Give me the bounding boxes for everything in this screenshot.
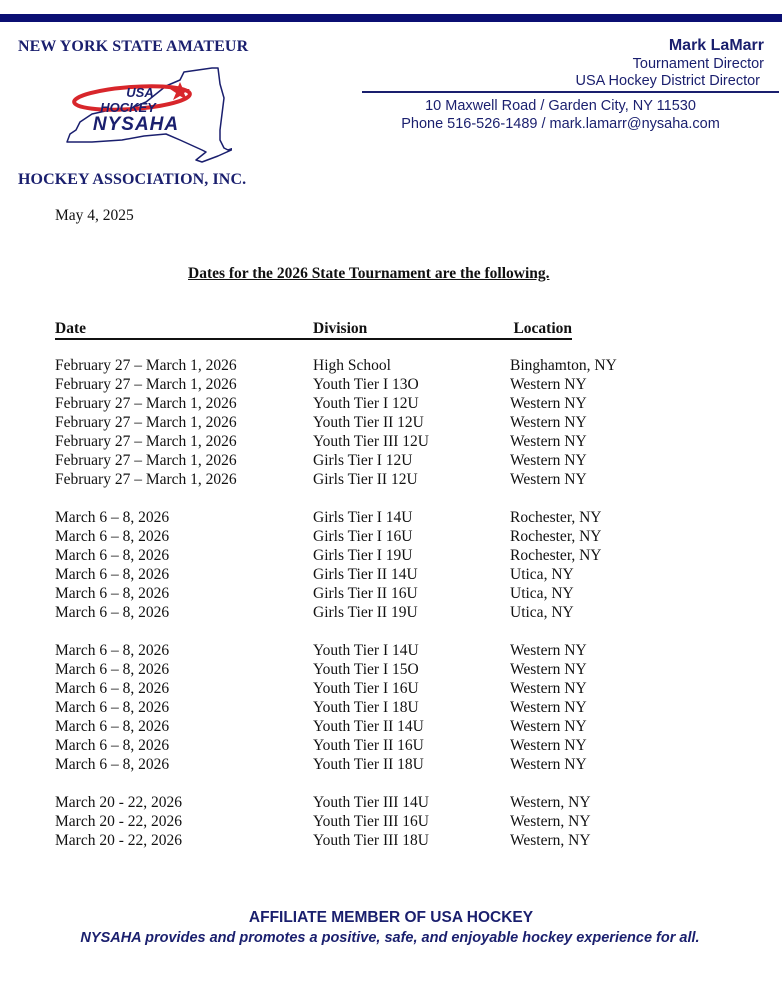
cell-division: Youth Tier II 16U [313,737,424,754]
cell-date: March 6 – 8, 2026 [55,566,170,583]
cell-location: Western NY [510,433,587,450]
contact-name: Mark LaMarr [668,37,764,54]
table-row [55,794,655,813]
cell-division: Youth Tier I 14U [313,642,419,659]
contact-divider [362,91,779,93]
table-row [55,452,655,471]
cell-division: Youth Tier II 14U [313,718,424,735]
nysaha-logo [62,64,232,164]
cell-date: February 27 – March 1, 2026 [55,471,237,488]
cell-date: March 6 – 8, 2026 [55,528,170,545]
cell-date: February 27 – March 1, 2026 [55,395,237,412]
table-row [55,509,655,528]
cell-date: March 6 – 8, 2026 [55,699,170,716]
contact-address: 10 Maxwell Road / Garden City, NY 11530 [425,98,696,114]
contact-phone-email: Phone 516-526-1489 / mark.lamarr@nysaha.com [401,116,720,132]
cell-division: Youth Tier II 12U [313,414,424,431]
cell-division: Girls Tier II 14U [313,566,418,583]
cell-date: March 6 – 8, 2026 [55,718,170,735]
letter-date: May 4, 2025 [55,207,134,224]
cell-date: March 6 – 8, 2026 [55,661,170,678]
cell-location: Utica, NY [510,604,574,621]
cell-location: Western NY [510,414,587,431]
cell-division: Youth Tier I 15O [313,661,419,678]
cell-date: March 20 - 22, 2026 [55,794,182,811]
cell-location: Western NY [510,452,587,469]
nysaha-logo-icon [62,64,232,164]
cell-date: February 27 – March 1, 2026 [55,357,237,374]
cell-division: Youth Tier III 18U [313,832,429,849]
table-row [55,756,655,775]
cell-location: Western NY [510,756,587,773]
cell-division: Youth Tier I 18U [313,699,419,716]
cell-division: Girls Tier II 12U [313,471,418,488]
table-row [55,642,655,661]
cell-date: March 6 – 8, 2026 [55,585,170,602]
cell-division: Girls Tier II 16U [313,585,418,602]
cell-location: Western NY [510,471,587,488]
cell-location: Western NY [510,661,587,678]
hockey-text: HOCKEY [100,100,156,115]
cell-location: Binghamton, NY [510,357,617,374]
cell-division: Youth Tier III 14U [313,794,429,811]
table-row [55,528,655,547]
cell-division: Girls Tier I 19U [313,547,413,564]
schedule-table-header [55,320,572,340]
table-row [55,585,655,604]
table-row [55,737,655,756]
top-border-bar [0,14,782,22]
cell-location: Western NY [510,376,587,393]
table-row [55,357,655,376]
cell-division: Girls Tier II 19U [313,604,418,621]
contact-title-1: Tournament Director [632,56,764,72]
schedule-table-body [55,357,655,851]
contact-title-2: USA Hockey District Director [575,73,760,89]
cell-location: Rochester, NY [510,547,602,564]
nysaha-text: NYSAHA [92,114,180,135]
table-row [55,832,655,851]
cell-date: March 6 – 8, 2026 [55,604,170,621]
cell-location: Utica, NY [510,566,574,583]
cell-date: March 6 – 8, 2026 [55,642,170,659]
cell-date: February 27 – March 1, 2026 [55,433,237,450]
org-name-line-2: HOCKEY ASSOCIATION, INC. [18,171,247,188]
cell-date: March 20 - 22, 2026 [55,813,182,830]
table-row [55,395,655,414]
usa-text: USA [126,85,154,100]
column-header-date: Date [55,320,86,337]
column-header-division: Division [313,320,368,337]
table-row [55,433,655,452]
cell-location: Western NY [510,395,587,412]
cell-location: Western NY [510,680,587,697]
cell-date: March 6 – 8, 2026 [55,509,170,526]
table-row [55,604,655,623]
cell-division: Youth Tier I 12U [313,395,419,412]
cell-location: Western, NY [510,832,591,849]
cell-division: Girls Tier I 12U [313,452,413,469]
footer-motto: NYSAHA provides and promotes a positive, safe, and enjoyable hockey experience for all. [80,930,700,946]
table-row [55,813,655,832]
cell-division: Youth Tier I 16U [313,680,419,697]
cell-location: Western NY [510,642,587,659]
table-row [55,680,655,699]
cell-location: Rochester, NY [510,509,602,526]
cell-location: Western NY [510,718,587,735]
cell-location: Western NY [510,699,587,716]
table-row [55,566,655,585]
table-row [55,547,655,566]
cell-date: February 27 – March 1, 2026 [55,414,237,431]
table-row [55,699,655,718]
cell-location: Western, NY [510,794,591,811]
cell-division: Youth Tier I 13O [313,376,419,393]
cell-location: Western, NY [510,813,591,830]
table-row [55,471,655,490]
cell-date: February 27 – March 1, 2026 [55,376,237,393]
cell-division: High School [313,357,391,374]
table-row [55,661,655,680]
table-row [55,376,655,395]
cell-division: Girls Tier I 16U [313,528,413,545]
letter-heading: Dates for the 2026 State Tournament are the following. [188,265,550,282]
cell-division: Youth Tier III 12U [313,433,429,450]
org-name-line-1: NEW YORK STATE AMATEUR [18,38,249,55]
column-header-location: Location [513,320,572,337]
cell-division: Girls Tier I 14U [313,509,413,526]
cell-date: March 6 – 8, 2026 [55,547,170,564]
cell-date: March 20 - 22, 2026 [55,832,182,849]
table-row [55,414,655,433]
cell-date: March 6 – 8, 2026 [55,756,170,773]
cell-division: Youth Tier III 16U [313,813,429,830]
cell-division: Youth Tier II 18U [313,756,424,773]
table-row [55,718,655,737]
cell-date: March 6 – 8, 2026 [55,737,170,754]
cell-date: February 27 – March 1, 2026 [55,452,237,469]
cell-location: Utica, NY [510,585,574,602]
cell-location: Western NY [510,737,587,754]
cell-date: March 6 – 8, 2026 [55,680,170,697]
footer-affiliate-title: AFFILIATE MEMBER OF USA HOCKEY [248,909,534,926]
cell-location: Rochester, NY [510,528,602,545]
